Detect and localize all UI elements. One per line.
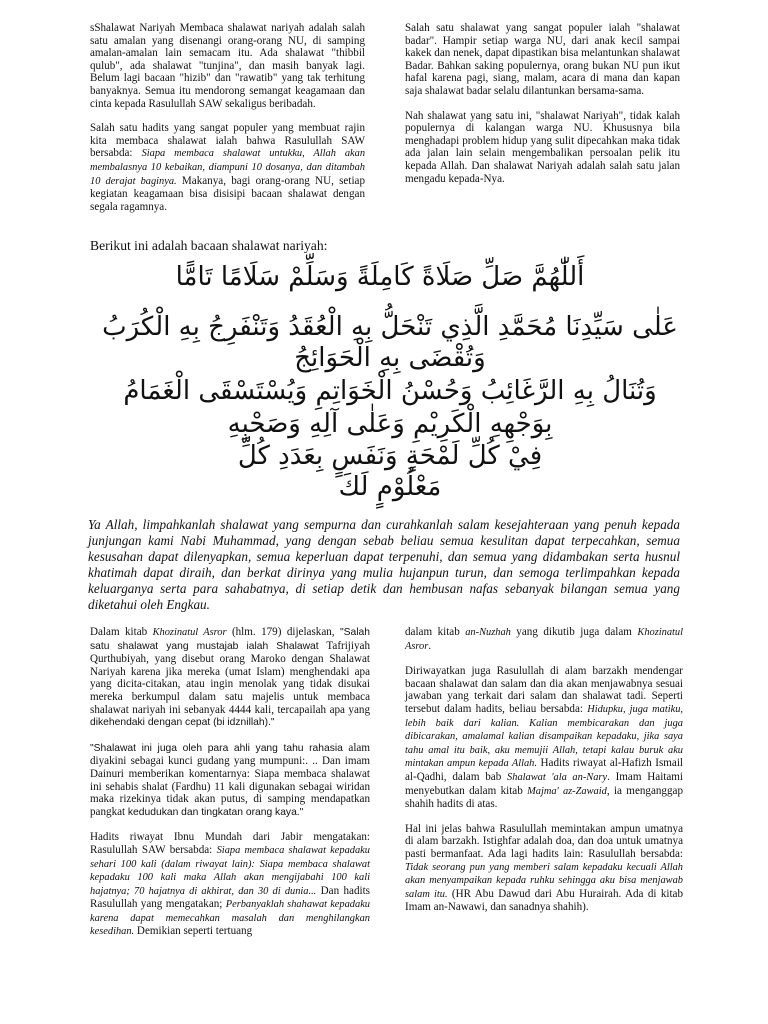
book-title: Khozinatul Asror [405, 627, 684, 652]
hadith-paragraph: Salah satu hadits yang sangat populer yang membuat rajin kita membaca shalawat ialah bahwa Rasulullah SAW bersabda: Siapa membaca shalawat untukku, Allah akan membalasnya 10 kebaikan, diampuni 10 dosanya, dan ditambah 10 derajat baginya. Makanya, bagi orang-orang NU, setiap kegiatan keagamaan bisa disisipi bacaan shalawat dengan segala ragamnya. [90, 122, 366, 213]
arabic-line-7: مَعْلُوْمٍ لَكَ [338, 472, 442, 502]
istighfar-paragraph: Hal ini jelas bahwa Rasulullah memintakan ampun umatnya di alam barzakh. Istighfar adalah doa, dan doa untuk umatnya pasti bermanfaat. Ada lagi hadits lain: Rasulullah bersabda: Tidak seorang pun yang memberi salam kepadaku kecuali Allah akan menyampaikan kepada ruhku sehingga aku bisa menjawab salam itu. (HR Abu Dawud dari Abu Hurairah. Ada di kitab Imam an-Nawawi, dan sanadnya shahih). [405, 822, 683, 914]
dainuri-paragraph: "Shalawat ini juga oleh para ahli yang tahu rahasia alam diyakini sebagai kunci gudang yang mumpuni:. .. Dan imam Dainuri memberikan komentarnya: Siapa membaca shalawat ini sehabis shalat (Fardhu) 11 kali digunakan sebagai wiridan maka rizekinya tidak akan putus, di samping mendapatkan pangkat kedudukan dan tingkatan orang kaya." [90, 741, 370, 818]
hadith-quote: Siapa membaca shalawat kepadaku sehari 100 kali (dalam riwayat lain): Siapa membaca shalawat kepadaku 100 kali maka Allah akan mengijabahi 100 kali hajatnya; 70 hajatnya di akhirat, dan 30 di dunia... [90, 844, 370, 897]
arabic-line-4: وَتُنَالُ بِهِ الرَّغَائِبُ وَحُسْنُ الْخَوَاتِمِ وَيُسْتَسْقَى الْغَمَامُ [123, 376, 657, 406]
book-title: Majma' az-Zawaid [527, 785, 607, 797]
intro-column-left [90, 22, 365, 225]
arabic-line-1: أَللّٰهُمَّ صَلِّ صَلَاةً كَامِلَةً وَسَلِّمْ سَلَامًا تَامًّا [175, 262, 585, 292]
hadith-quote: Tidak seorang pun yang memberi salam kepadaku kecuali Allah akan menyampaikan kepada ruhku sehingga aku bisa menjawab salam itu. [405, 861, 683, 900]
hadith-quote: Siapa membaca shalawat untukku, Allah akan membalasnya 10 kebaikan, diampuni 10 dosanya, dan ditambah 10 derajat baginya. [90, 148, 366, 187]
hadith-quote: Perbanyaklah shahawat kepadaku karena dapat memecahkan masalah dan menghilangkan kesedihan. [90, 899, 371, 938]
explanation-column-left [90, 626, 370, 951]
intro-column-right [405, 22, 680, 197]
hadith-quote: Hidupku, juga matiku, lebih baik dari kalian. Kalian membicarakan dan juga dibicarakan, amalamal kalian disampaikan kepadaku, jika saya tahu amal itu baik, aku memujii Allah, tetapi kalau buruk aku mintakan ampun kepada Allah. [405, 703, 683, 770]
arabic-line-5: بِوَجْهِهِ الْكَرِيْمِ وَعَلٰى آلِهِ وَصَحْبِهِ [227, 409, 553, 439]
book-title: an-Nuzhah [465, 627, 511, 638]
arabic-line-3: وَتُقْضَى بِهِ الْحَوَائِجُ [294, 343, 486, 373]
book-title: Khozinatul Asror [152, 627, 227, 638]
explanation-column-right [405, 626, 683, 926]
ibnu-mundah-paragraph: Hadits riwayat Ibnu Mundah dari Jabir mengatakan: Rasulullah SAW bersabda: Siapa membaca shalawat kepadaku sehari 100 kali (dalam riwayat lain): Siapa membaca shalawat kepadaku 100 kali maka Allah akan mengijabahi 100 kali hajatnya; 70 hajatnya di akhirat, dan 30 di dunia... Dan hadits Rasulullah yang mengatakan; Perbanyaklah shahawat kepadaku karena dapat memecahkan masalah dan menghilangkan kesedihan. Demikian seperti tertuang [90, 831, 371, 938]
khozinatul-paragraph: Dalam kitab Khozinatul Asror (hlm. 179) dijelaskan, "Salah satu shalawat yang mustajab ialah Shalawat Tafrijiyah Qurthubiyah, yang disebut orang Maroko dengan Shalawat Nariyah karena jika mereka (umat Islam) menghendaki apa yang dicita-citakan, atau ingin menolak yang tidak disukai mereka berkumpul dalam satu majelis untuk membaca shalawat nariyah ini sebanyak 4444 kali, tercapailah apa yang dikehendaki dengan cepat (bi idznillah)." [90, 626, 370, 729]
nariyah-paragraph: Nah shalawat yang satu ini, "shalawat Nariyah", tidak kalah populernya di kalangan warga NU. Khususnya bila menghadapi problem hidup yang sulit dipecahkan maka tidak ada jalan lain selain mengembalikan persoalan pelik itu kepada Allah. Dan shalawat Nariyah adalah salah satu jalan mengadu kepada-Nya. [405, 109, 680, 185]
arabic-line-6: فِيْ كُلِّ لَمْحَةٍ وَنَفَسٍ بِعَدَدِ كُلِّ [237, 441, 543, 471]
barzakh-paragraph: Diriwayatkan juga Rasulullah di alam barzakh mendengar bacaan shalawat dan salam dan dia akan menjawabnya sesuai jawaban yang terkait dari salam dan shalawat tadi. Seperti tersebut dalam hadits, beliau bersabda: Hidupku, juga matiku, lebih baik dari kalian. Kalian membicarakan dan juga dibicarakan, amalamal kalian disampaikan kepadaku, jika saya tahu amal itu baik, aku memujii Allah, tetapi kalau buruk aku mintakan ampun kepada Allah. Hadits riwayat al-Hafizh Ismail al-Qadhi, dalam bab Shalawat 'ala an-Nary. Imam Haitami menyebutkan dalam kitab Majma' az-Zawaid, ia menganggap shahih hadits di atas. [405, 665, 683, 811]
bab-title: Shalawat 'ala an-Nary [507, 771, 608, 783]
intro-paragraph: sShalawat Nariyah Membaca shalawat nariyah adalah salah satu amalan yang disenangi orang-orang NU, di samping amalan-amalan lain semacam itu. Ada shalawat "thibbil qulub", ada shalawat "tunjina", dan masih banyak lagi. Belum lagi bacaan "hizib" dan "rawatib" yang tak terhitung banyaknya. Semua itu mendorong semangat keagamaan dan cinta kepada Rasulullah SAW sekaligus beribadah. [90, 22, 365, 110]
badar-paragraph: Salah satu shalawat yang sangat populer ialah "shalawat badar". Hampir setiap warga NU, dari anak kecil sampai kakek dan nenek, dapat dipastikan bisa melantunkan shalawat Badar. Bahkan saking populernya, orang bukan NU pun ikut hafal karena pagi, siang, malam, acara di mana dan kapan saja shalawat badar selalu dilantunkan bersama-sama. [405, 22, 680, 97]
nuzhah-paragraph: dalam kitab an-Nuzhah yang dikutib juga dalam Khozinatul Asror. [405, 626, 684, 652]
arabic-line-2: عَلٰى سَيِّدِنَا مُحَمَّدِ الَّذِي تَنْحَلُّ بِهِ الْعُقَدُ وَتَنْفَرِجُ بِهِ الْكُرَبُ [102, 312, 678, 342]
translation-paragraph: Ya Allah, limpahkanlah shalawat yang sempurna dan curahkanlah salam kesejahteraan yang penuh kepada junjungan kami Nabi Muhammad, yang dengan sebab beliau semua kesulitan dapat terpecahkan, semua kesusahan dapat dilenyapkan, semua keperluan dapat terpenuhi, dan semua yang didambakan serta husnul khatimah dapat diraih, dan berkat dirinya yang mulia hujanpun turun, dan semoga terlimpahkan kepada keluarganya serta para sahabatnya, di setiap detik dan hembusan nafas sebanyak bilangan semua yang diketahui oleh Engkau. [88, 517, 680, 612]
section-heading: Berikut ini adalah bacaan shalawat nariyah: [90, 238, 328, 253]
